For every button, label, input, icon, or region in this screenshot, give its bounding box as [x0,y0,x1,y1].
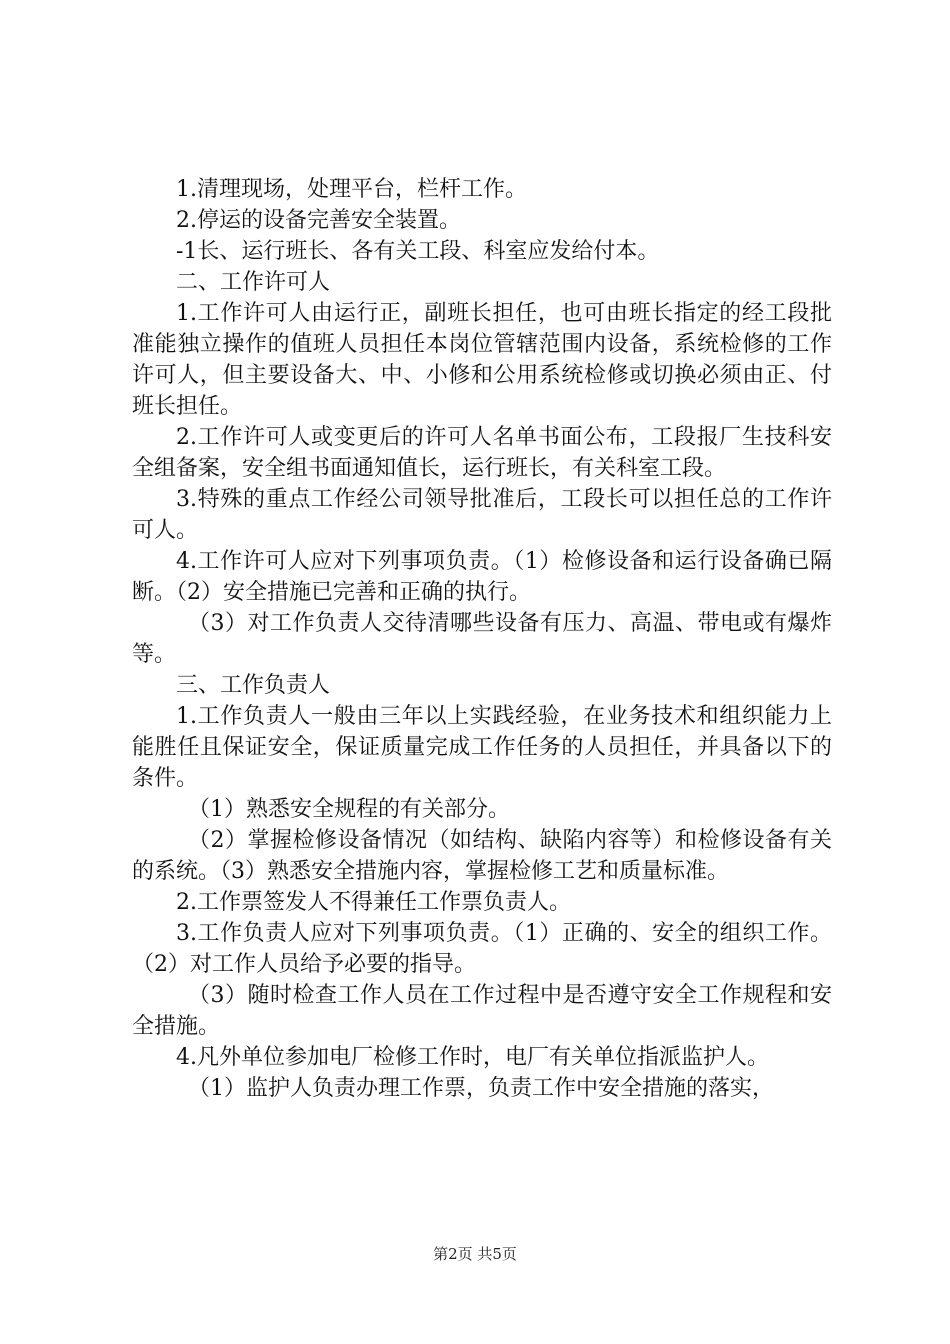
paragraph: 3.特殊的重点工作经公司领导批准后，工段长可以担任总的工作许可人。 [132,487,832,543]
paragraph: 1.工作负责人一般由三年以上实践经验，在业务技术和组织能力上能胜任且保证安全，保证质量完成工作任务的人员担任，并具备以下的条件。 [132,704,832,791]
paragraph: -1长、运行班长、各有关工段、科室应发给付本。 [176,239,660,264]
paragraph: 4.工作许可人应对下列事项负责。（1）检修设备和运行设备确已隔断。（2）安全措施已完善和正确的执行。 [132,549,832,605]
paragraph: 2.工作票签发人不得兼任工作票负责人。 [176,890,571,915]
section-heading: 三、工作负责人 [176,673,331,698]
paragraph: （1）监护人负责办理工作票，负责工作中安全措施的落实， [188,1076,774,1101]
paragraph: （2）掌握检修设备情况（如结构、缺陷内容等）和检修设备有关的系统。（3）熟悉安全措施内容，掌握检修工艺和质量标准。 [132,828,832,884]
section-heading: 二、工作许可人 [176,270,331,295]
paragraph: 1.工作许可人由运行正，副班长担任，也可由班长指定的经工段批准能独立操作的值班人员担任本岗位管辖范围内设备，系统检修的工作许可人，但主要设备大、中、小修和公用系统检修或切换必须由正、付班长担任。 [132,301,832,419]
paragraph: （3）随时检查工作人员在工作过程中是否遵守安全工作规程和安全措施。 [132,983,832,1039]
paragraph: 2.停运的设备完善安全装置。 [176,208,461,233]
page-number: 第2页 共5页 [433,1245,517,1263]
paragraph: 2.工作许可人或变更后的许可人名单书面公布，工段报厂生技科安全组备案，安全组书面通知值长，运行班长，有关科室工段。 [132,425,832,481]
document-body [132,174,832,1104]
paragraph: （3）对工作负责人交待清哪些设备有压力、高温、带电或有爆炸等。 [132,611,832,667]
paragraph: （1）熟悉安全规程的有关部分。 [188,797,510,822]
paragraph: 4.凡外单位参加电厂检修工作时，电厂有关单位指派监护人。 [176,1045,769,1070]
paragraph: 3.工作负责人应对下列事项负责。（1）正确的、安全的组织工作。（2）对工作人员给予必要的指导。 [132,921,832,977]
paragraph: 1.清理现场，处理平台，栏杆工作。 [176,177,527,202]
